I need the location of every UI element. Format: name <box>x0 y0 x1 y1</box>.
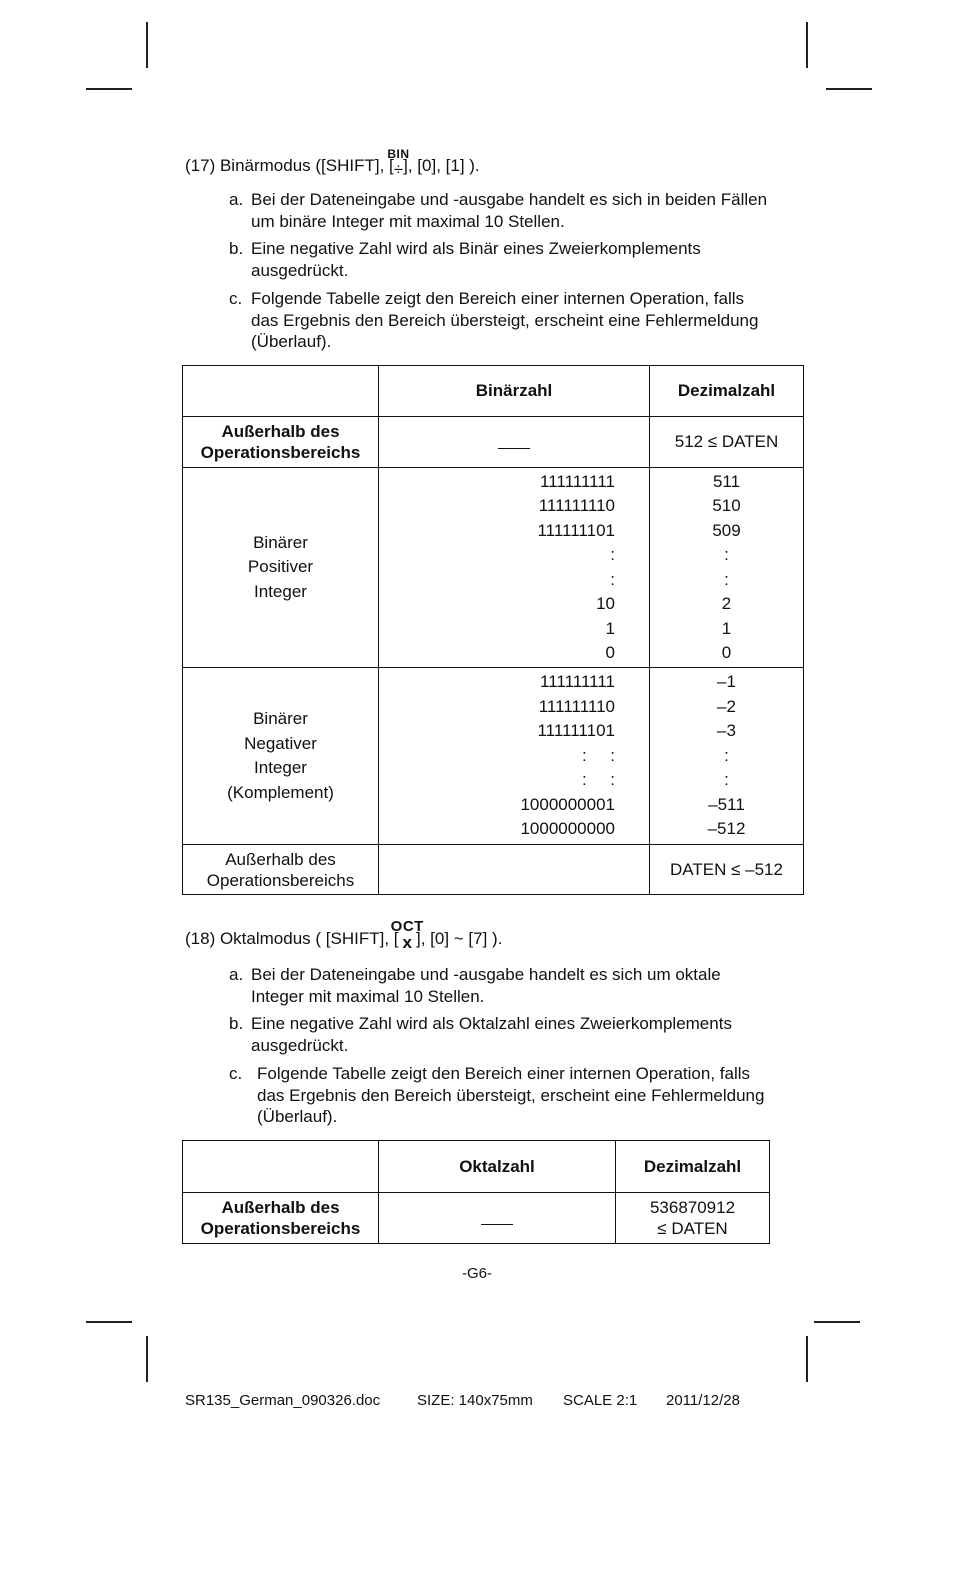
footer-date: 2011/12/28 <box>666 1392 740 1409</box>
crop-mark <box>806 22 808 68</box>
list-item: c. Folgende Tabelle zeigt den Bereich einer internen Operation, falls das Ergebnis den Bereich übersteigt, erscheint eine Fehlermeldung (Überlauf). <box>229 1064 765 1126</box>
negative-integer-label: Binärer Negativer Integer (Komplement) <box>183 668 379 845</box>
out-of-range-decimal: DATEN ≤ –512 <box>650 845 804 895</box>
divide-symbol: ÷ <box>393 160 404 179</box>
list-item: a. Bei der Dateneingabe und -ausgabe handelt es sich um oktale Integer mit maximal 10 Stellen. <box>229 965 721 1006</box>
oct-key-label: OCT <box>390 918 424 935</box>
footer-filename: SR135_German_090326.doc <box>185 1392 381 1409</box>
out-of-range-label: Außerhalb des Operationsbereichs <box>183 845 379 895</box>
footer-size: SIZE: 140x75mm <box>417 1392 533 1409</box>
section-18-heading: (18) Oktalmodus ( [SHIFT], [ OCT x ], [0] ~ [7] ). <box>185 918 503 952</box>
none-dash <box>498 448 530 449</box>
octal-range-table <box>182 1140 770 1244</box>
footer-scale: SCALE 2:1 <box>563 1392 638 1409</box>
list-item: b. Eine negative Zahl wird als Binär eines Zweierkomplements ausgedrückt. <box>229 239 701 280</box>
table-header: Binärzahl <box>379 366 650 417</box>
out-of-range-decimal: 512 ≤ DATEN <box>650 417 804 468</box>
positive-binary-values: 111111111 111111110 111111101 : : 10 1 0 <box>379 468 650 668</box>
table-header <box>183 366 379 417</box>
crop-mark <box>86 88 132 90</box>
oct-key <box>390 918 424 952</box>
crop-mark <box>146 1336 148 1382</box>
crop-mark <box>826 88 872 90</box>
binary-range-table <box>182 365 804 895</box>
table-header <box>183 1141 379 1193</box>
multiply-symbol: x <box>402 933 412 952</box>
page-number: -G6- <box>462 1265 492 1282</box>
negative-binary-values: 111111111 111111110 111111101 : : : : 1000000001 1000000000 <box>379 668 650 845</box>
crop-mark <box>146 22 148 68</box>
crop-mark <box>86 1321 132 1323</box>
none-dash <box>481 1224 513 1225</box>
list-item: a. Bei der Dateneingabe und -ausgabe handelt es sich in beiden Fällen um binäre Integer mit maximal 10 Stellen. <box>229 190 768 231</box>
out-of-range-label: Außerhalb des Operationsbereichs <box>183 417 379 468</box>
positive-integer-label: Binärer Positiver Integer <box>183 468 379 668</box>
crop-mark <box>814 1321 860 1323</box>
out-of-range-decimal: 536870912 ≤ DATEN <box>616 1193 770 1244</box>
list-item: c. Folgende Tabelle zeigt den Bereich einer internen Operation, falls das Ergebnis den Bereich übersteigt, erscheint eine Fehlermeldung (Überlauf). <box>229 289 759 351</box>
negative-decimal-values: –1 –2 –3 : : –511 –512 <box>650 668 804 845</box>
out-of-range-label: Außerhalb des Operationsbereichs <box>183 1193 379 1244</box>
crop-mark <box>806 1336 808 1382</box>
table-header: Dezimalzahl <box>650 366 804 417</box>
table-header: Dezimalzahl <box>616 1141 770 1193</box>
bin-key <box>387 147 410 179</box>
list-item: b. Eine negative Zahl wird als Oktalzahl eines Zweierkomplements ausgedrückt. <box>229 1014 732 1055</box>
table-header: Oktalzahl <box>379 1141 616 1193</box>
positive-decimal-values: 511 510 509 : : 2 1 0 <box>650 468 804 668</box>
section-17-heading: (17) Binärmodus ([SHIFT], [ BIN ÷], [0], [1] ). <box>185 147 480 179</box>
bin-key-label: BIN <box>387 147 410 161</box>
